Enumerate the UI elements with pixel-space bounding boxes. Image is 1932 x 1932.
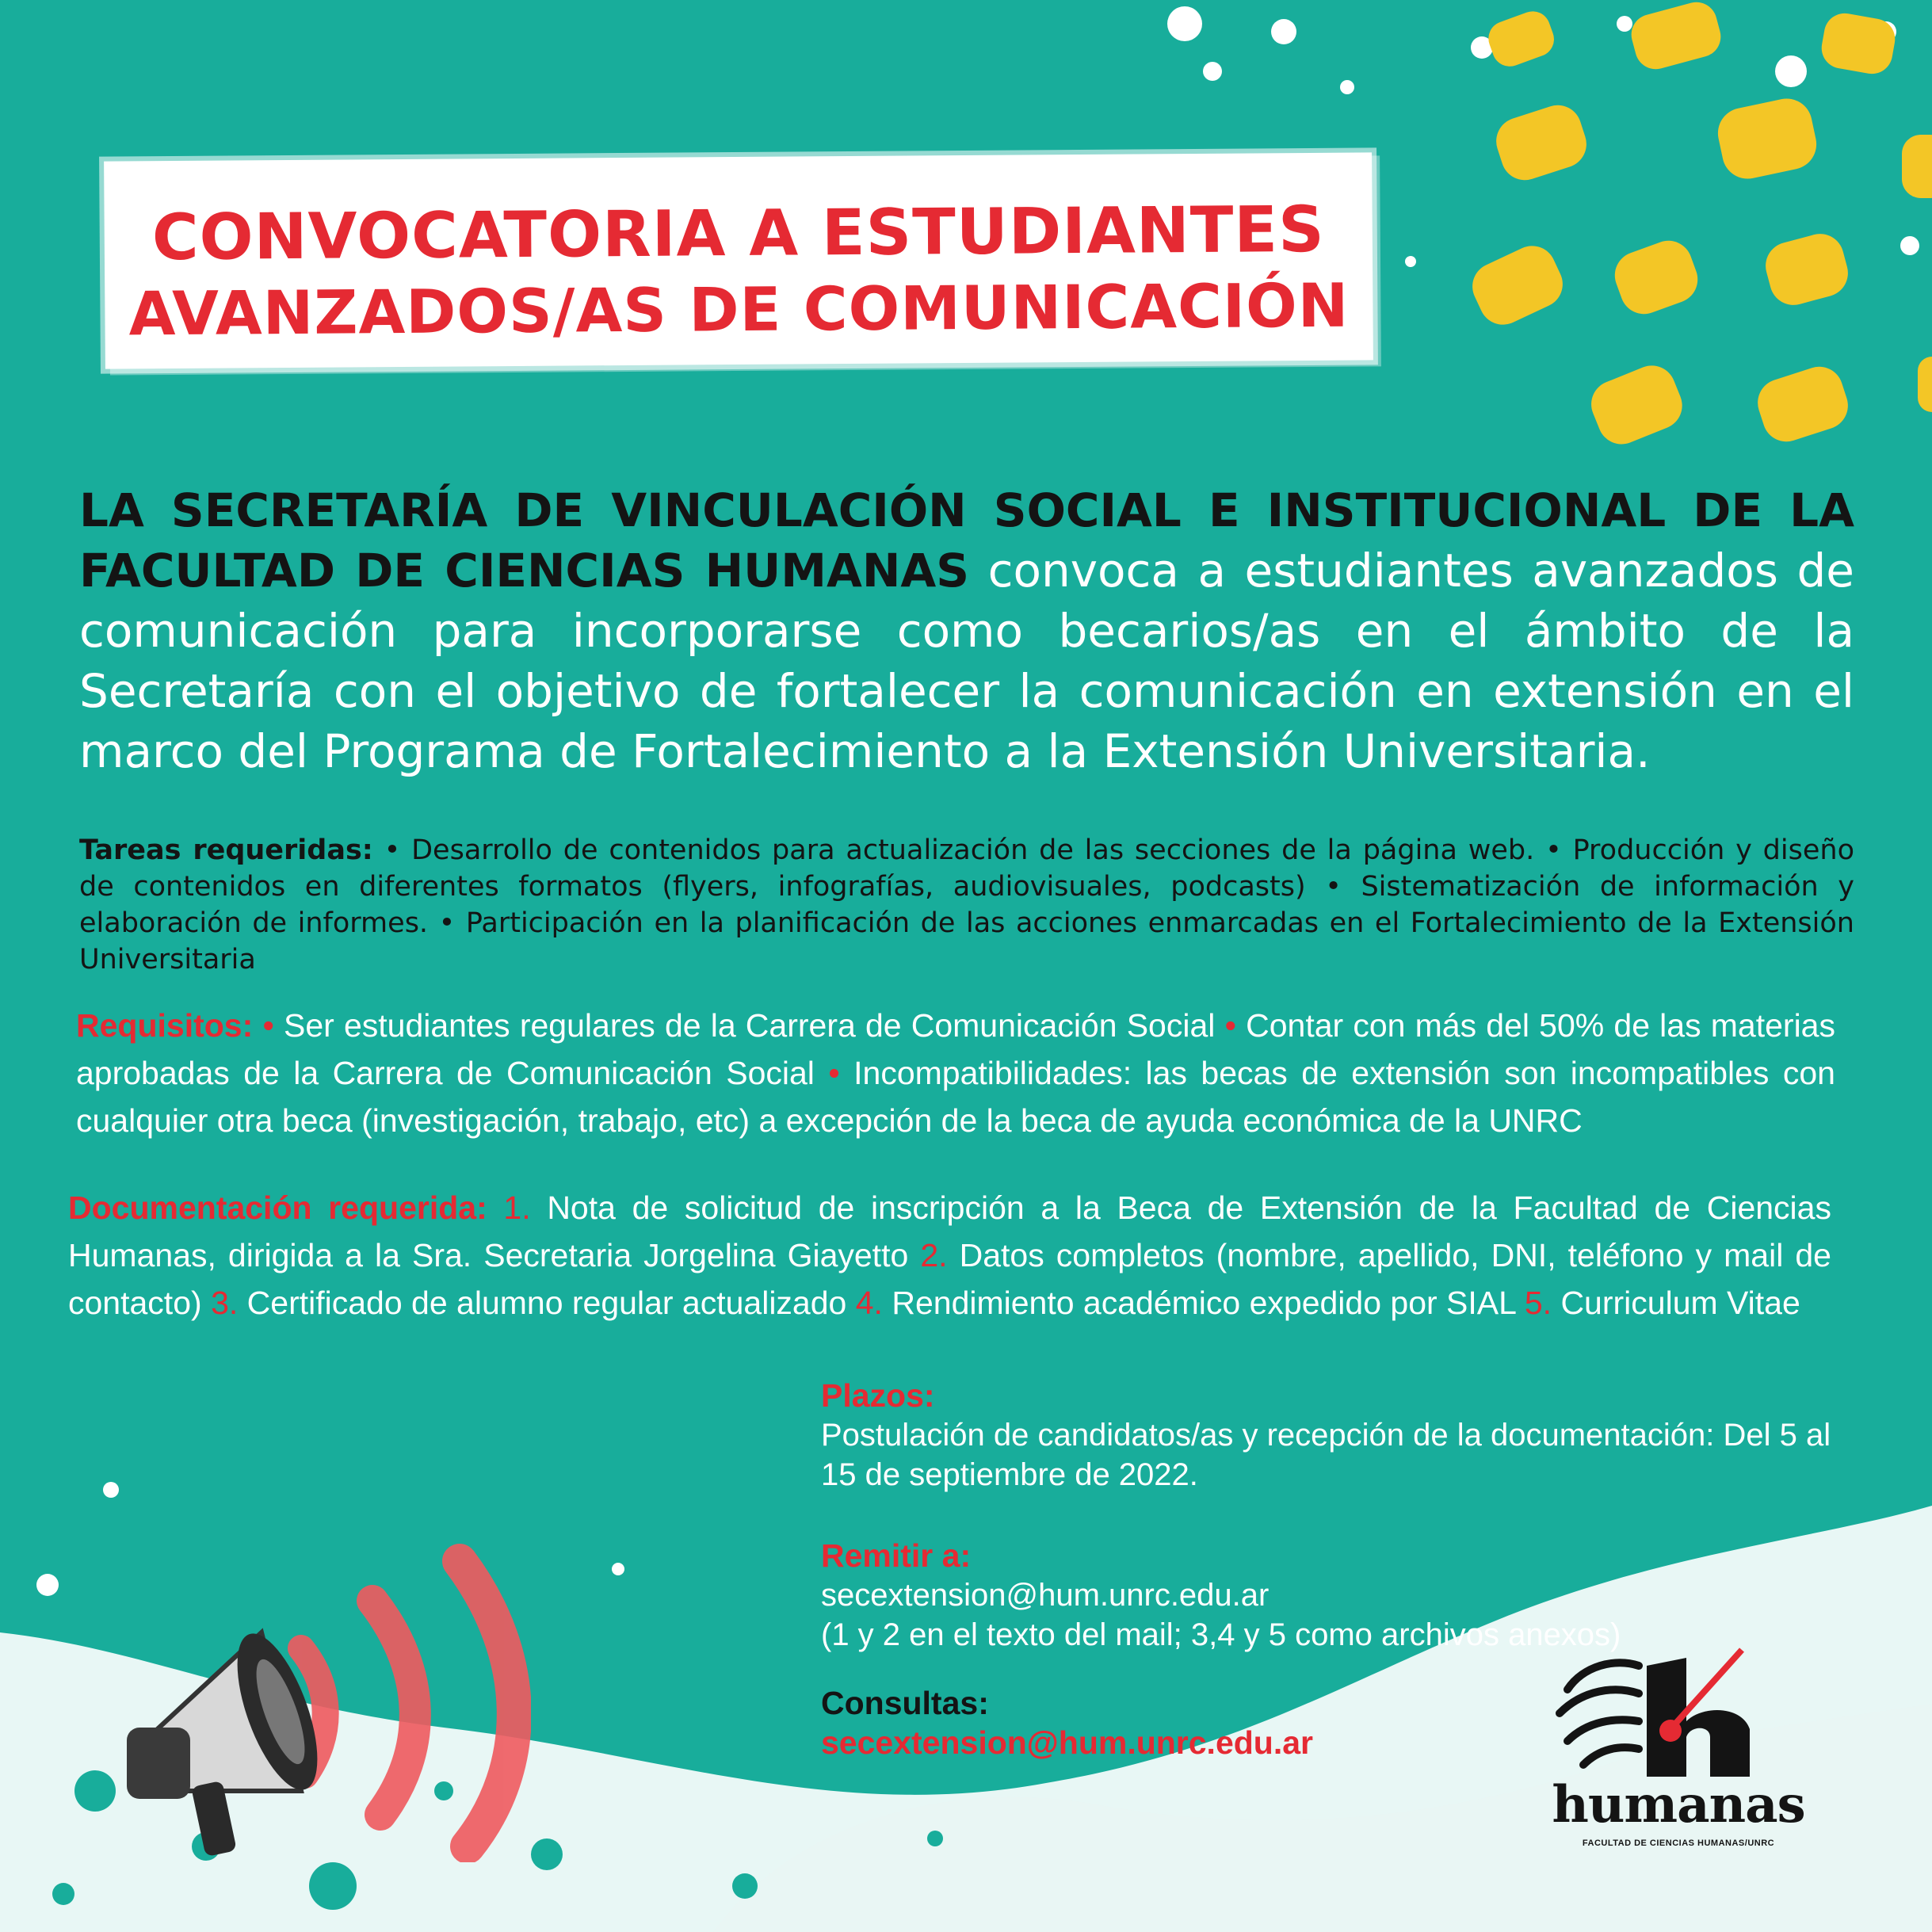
document-item: Rendimiento académico expedido por SIAL [892,1285,1516,1321]
documents-label: Documentación requerida: [68,1189,487,1226]
title-banner [104,152,1373,368]
logo-wordmark: humanas [1552,1775,1805,1835]
contact-label: Consultas: [821,1685,989,1721]
intro-paragraph [79,480,1854,781]
requirement-item: Incompatibilidades: las becas de extensión son incompatibles con cualquier otra beca (investigación, trabajo, etc) a excepción de la beca de ayuda económica de la UNRC [76,1055,1835,1139]
intro-institution: LA SECRETARÍA DE VINCULACIÓN SOCIAL E INSTITUCIONAL DE LA FACULTAD DE CIENCIAS HUMANAS [79,483,1854,598]
document-number: 3. [211,1285,239,1321]
tasks-text: • Desarrollo de contenidos para actualización de las secciones de la página web. • Producción y diseño de contenidos en diferentes formatos (flyers, infografías, audiovisuales, podcasts) • Sistematización de información y elaboración de informes. • Participación en la planificación de las acciones enmarcadas en el Fortalecimiento de la Extensión Universitaria [79,834,1854,976]
document-number: 1. [503,1189,531,1226]
document-item: Curriculum Vitae [1560,1285,1800,1321]
bullet-icon: • [1224,1007,1236,1044]
sound-waves [301,1561,514,1846]
yellow-dots [1464,0,1932,452]
requirement-item: Ser estudiantes regulares de la Carrera de Comunicación Social [283,1007,1216,1044]
requirements-label: Requisitos: [76,1007,254,1044]
send-to-email[interactable]: secextension@hum.unrc.edu.ar [821,1578,1270,1613]
intro-text: convoca a estudiantes avanzados de comunicación para incorporarse como becarios/as en el ámbito de la Secretaría con el objetivo de fortalecer la comunicación en extensión en el marco del Programa de Fortalecimiento a la Extensión Universitaria. [79,544,1854,778]
bullet-icon: • [262,1007,274,1044]
page-subtitle: AVANZADOS/AS DE COMUNICACIÓN [128,269,1350,349]
documents-section [68,1184,1831,1327]
bullet-icon: • [828,1055,840,1091]
document-number: 4. [855,1285,883,1321]
logo-icon [1552,1634,1805,1785]
document-number: 2. [920,1237,948,1273]
send-to-note: (1 y 2 en el texto del mail; 3,4 y 5 como archivos anexos) [821,1617,1621,1652]
deadlines-label: Plazos: [821,1377,935,1414]
megaphone-illustration [119,1529,531,1862]
requirement-item: Contar con más del 50% de las materias aprobadas de la Carrera de Comunicación Social [76,1007,1835,1091]
logo-subtitle: FACULTAD DE CIENCIAS HUMANAS/UNRC [1582,1838,1775,1848]
document-item: Certificado de alumno regular actualizado [246,1285,847,1321]
contact-email[interactable]: secextension@hum.unrc.edu.ar [821,1724,1313,1761]
tasks-label: Tareas requeridas: [79,834,373,866]
document-number: 5. [1524,1285,1552,1321]
requirements-section [76,1002,1835,1144]
document-item: Nota de solicitud de inscripción a la Beca de Extensión de la Facultad de Ciencias Humanas, dirigida a la Sra. Secretaria Jorgelina Giayetto [68,1189,1831,1273]
page-title: CONVOCATORIA A ESTUDIANTES [151,192,1325,275]
tasks-section [79,832,1854,978]
document-item: Datos completos (nombre, apellido, DNI, teléfono y mail de contacto) [68,1237,1831,1321]
faculty-logo [1552,1634,1805,1872]
send-to-label: Remitir a: [821,1537,972,1574]
deadlines-text: Postulación de candidatos/as y recepción de la documentación: Del 5 al 15 de septiembre de 2022. [821,1418,1831,1492]
